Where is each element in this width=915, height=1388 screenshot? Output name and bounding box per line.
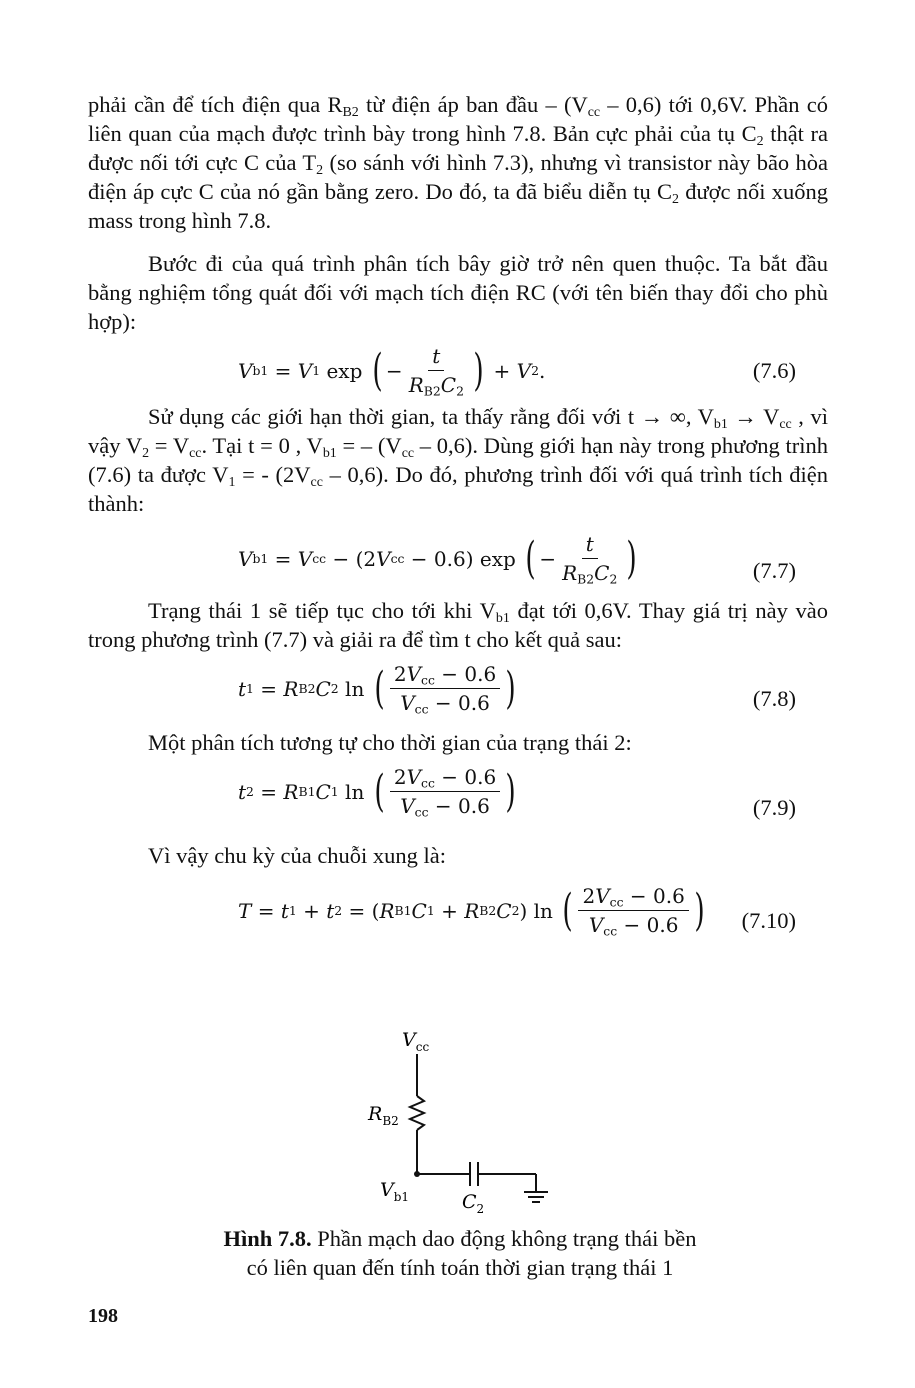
- caption-line-2: có liên quan đến tính toán thời gian trạng thái 1: [246, 1255, 674, 1280]
- rb2-label: $R_{B2}$: [368, 1103, 399, 1128]
- paragraph-1: phải cần để tích điện qua $R_{B2}$ từ điện áp ban đầu – $(V_{cc} - 0,6)$ tới 0,6V. Phần có liên quan của mạch được trình bày trong hình 7.8. Bản cực phải của tụ $C_2$ thật ra được nối tới cực C của $T_2$ (so sánh với hình 7.3), nhưng vì transistor này bão hòa điện áp cực C của nó gần bằng zero. Do đó, ta đã biểu diễn tụ $C_2$ được nối xuống mass trong hình 7.8.: [88, 92, 829, 233]
- paragraph-3: Sử dụng các giới hạn thời gian, ta thấy rằng đối với t → ∞, $V_{b1} \to V_{cc}$ , vì vậy $V_2 = V_{cc}$. Tại t = 0 , $V_{b1}$ = – $(V_{cc} - 0,6)$. Dùng giới hạn này trong phương trình (7.6) ta được $V_1$ = - $(2V_{cc} - 0,6)$. Do đó, phương trình đối với quá trình tích điện thành:: [88, 404, 829, 516]
- page-number: 198: [88, 1305, 118, 1327]
- equation-7-8: t 1 = R B2 C 2 ln ( $\frac{2V_{cc} - 0.6}{V_{cc} - 0.6}$ ) (7.8): [238, 662, 796, 717]
- caption-text: Phần mạch dao động không trạng thái bền: [311, 1226, 697, 1251]
- circuit-diagram: [360, 1022, 560, 1222]
- paragraph-4: Trạng thái 1 sẽ tiếp tục cho tới khi $V_{b1}$ đạt tới 0,6V. Thay giá trị này vào trong phương trình (7.7) và giải ra để tìm t cho kết quả sau:: [88, 598, 828, 652]
- equation-number: (7.10): [741, 908, 796, 933]
- c2-label: $C_2$: [462, 1191, 485, 1216]
- equation-number: (7.8): [752, 686, 796, 711]
- equation-7-7: V b1 = V cc − (2 V cc − 0.6) exp ( − $\frac{t}{R_{B2}C_2}$ ) (7.7): [238, 532, 796, 587]
- page-body: [88, 90, 828, 956]
- equation-number: (7.9): [752, 795, 796, 820]
- vcc-label: $V_{cc}$: [402, 1029, 430, 1054]
- caption-label: Hình 7.8.: [223, 1226, 312, 1251]
- paragraph-2: Bước đi của quá trình phân tích bây giờ trở nên quen thuộc. Ta bắt đầu bằng nghiệm tổng quát đối với mạch tích điện RC (với tên biến thay đổi cho phù hợp):: [88, 251, 828, 334]
- figure-caption: [160, 1224, 760, 1282]
- vb1-label: $V_{b1}$: [380, 1179, 410, 1204]
- paragraph-6: Vì vậy chu kỳ của chuỗi xung là:: [148, 843, 447, 868]
- circuit-figure: [360, 1022, 560, 1222]
- resistor-rb2: [410, 1096, 424, 1130]
- equation-number: (7.7): [752, 558, 796, 583]
- equation-7-10: T = t 1 + t 2 = ( R B1 C 1 + R B2 C 2 ) ln ( $\frac{2V_{cc} - 0.6}{V_{cc} - 0.6}$ ) (7.10): [238, 884, 796, 939]
- equation-number: (7.6): [752, 358, 796, 383]
- paragraph-5: Một phân tích tương tự cho thời gian của trạng thái 2:: [148, 730, 632, 755]
- equation-7-9: t 2 = R B1 C 1 ln ( $\frac{2V_{cc} - 0.6}{V_{cc} - 0.6}$ ) (7.9): [238, 765, 796, 820]
- equation-7-6: V b1 = V 1 exp ( − $\frac{t}{R_{B2}C_2}$ ) + V 2 . (7.6): [238, 344, 796, 399]
